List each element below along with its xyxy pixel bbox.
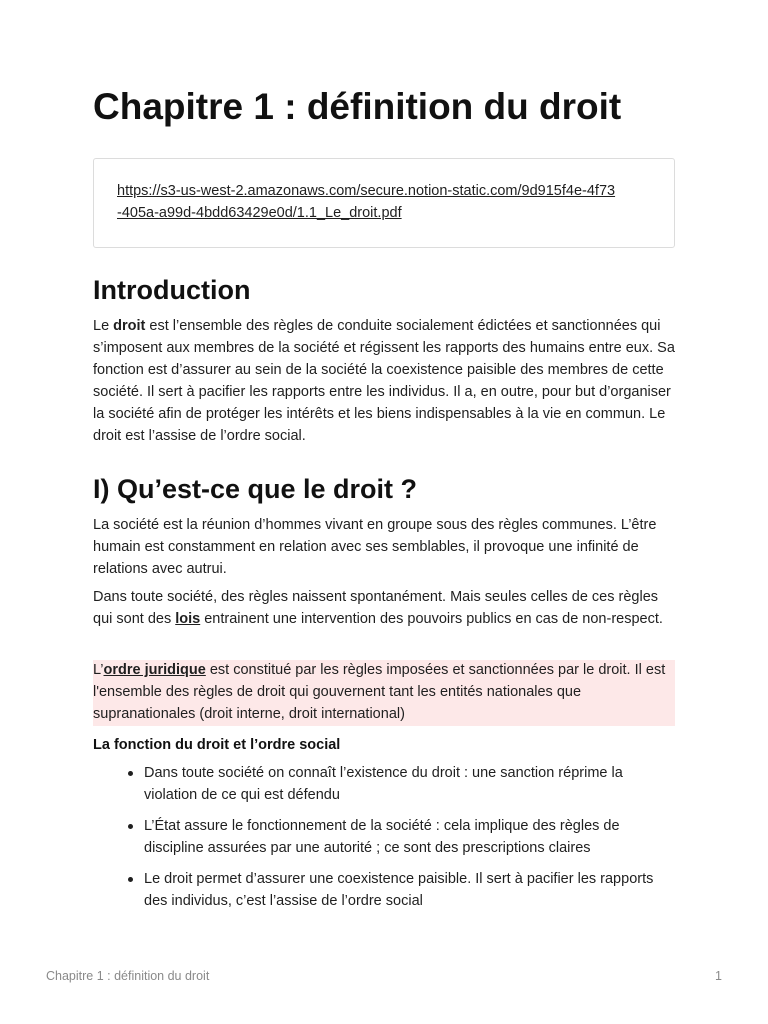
bullet-list (93, 762, 675, 921)
footer-page-number: 1 (715, 969, 722, 983)
introduction-paragraph: Le droit est l’ensemble des règles de conduite socialement édictées et sanctionnées qui s’imposent aux membres de la société et régissent les rapports des humains entre eux. Sa fonction est d’assurer au sein de la société la coexistence paisible des membres de cette société. Il sert à pacifier les rapports entre les individus. Il a, en outre, pour but d’organiser la société afin de protéger les intérêts et les biens indispensables à la vie en commun. Le droit est l’assise de l’ordre social. (93, 318, 675, 444)
section-1-heading: I) Qu’est-ce que le droit ? (93, 474, 418, 504)
bullet-icon (128, 877, 133, 882)
subheading-fonction-du-droit: La fonction du droit et l’ordre social (93, 737, 341, 753)
pdf-link-line-1: https://s3-us-west-2.amazonaws.com/secure.notion-static.com/9d915f4e-4f73 (117, 183, 616, 199)
term-ordre-juridique: ordre juridique (103, 662, 206, 678)
introduction-heading: Introduction (93, 275, 251, 305)
page-title: Chapitre 1 : définition du droit (93, 86, 622, 127)
term-droit: droit (113, 318, 146, 334)
pdf-link[interactable] (117, 180, 651, 224)
footer-document-title: Chapitre 1 : définition du droit (46, 969, 210, 983)
list-item: Le droit permet d’assurer une coexistence paisible. Il sert à pacifier les rapports des individus, c’est l’assise de l’ordre social (93, 868, 675, 912)
term-lois: lois (175, 611, 201, 627)
section-1-paragraph-1: La société est la réunion d’hommes vivant en groupe sous des règles communes. L’être humain est constamment en relation avec ses semblables, il provoque une infinité de relations avec autrui. (93, 517, 657, 577)
pdf-link-line-2: -405a-a99d-4bdd63429e0d/1.1_Le_droit.pdf (117, 205, 402, 221)
bullet-icon (128, 771, 133, 776)
link-bookmark-box (93, 158, 675, 248)
list-item: L’État assure le fonctionnement de la société : cela implique des règles de discipline assurées par une autorité ; ce sont des prescriptions claires (93, 815, 675, 859)
section-1-paragraph-2: Dans toute société, des règles naissent spontanément. Mais seules celles de ces règles qui sont des lois entrainent une intervention des pouvoirs publics en cas de non-respect. (93, 589, 663, 627)
bullet-icon (128, 824, 133, 829)
section-1-paragraph-3: L’ordre juridique est constitué par les règles imposées et sanctionnées par le droit. Il est l'ensemble des règles de droit qui gouvernent tant les entités nationales que supranationales (droit interne, droit international) (93, 662, 666, 722)
list-item: Dans toute société on connaît l’existence du droit : une sanction réprime la violation de ce qui est défendu (93, 762, 675, 806)
